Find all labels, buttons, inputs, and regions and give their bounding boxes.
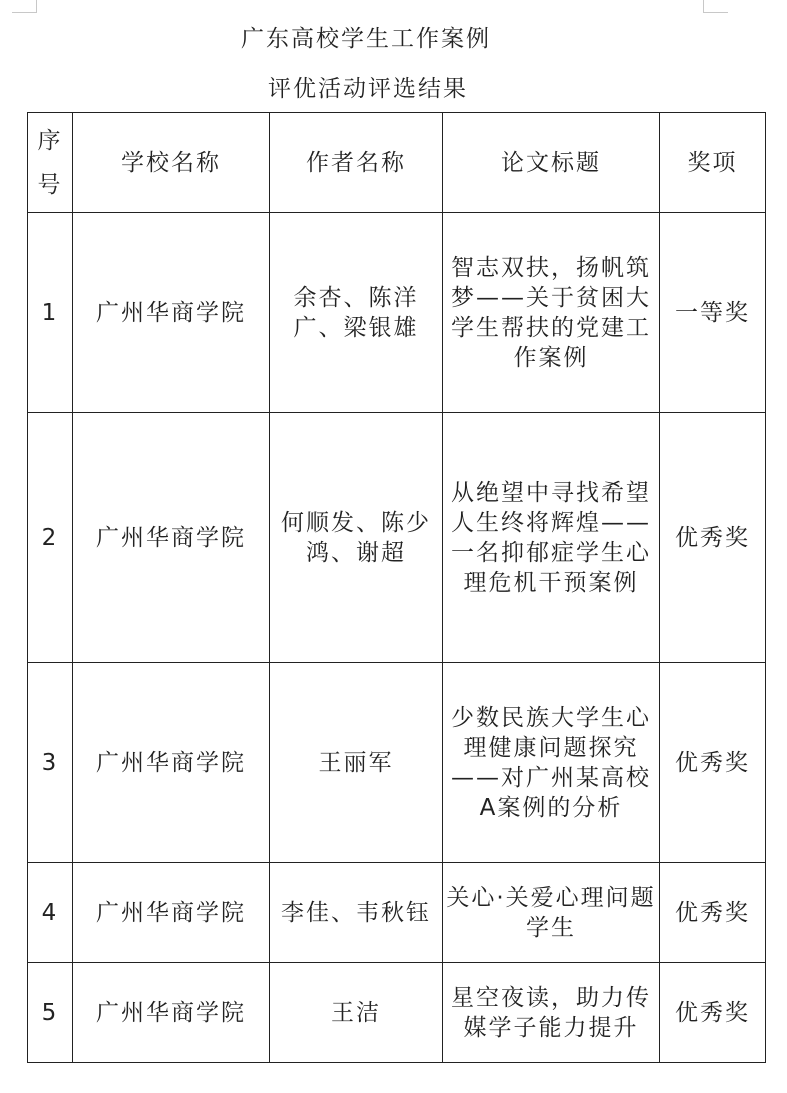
cell-paper-title: 关心·关爱心理问题学生 (443, 863, 660, 963)
table-row (28, 413, 766, 663)
cell-author: 余杏、陈洋广、梁银雄 (270, 213, 443, 413)
table-row (28, 863, 766, 963)
table-row (28, 213, 766, 413)
header-index-part2: 号 (37, 171, 63, 198)
table-header-row (28, 113, 766, 213)
cell-author: 李佳、韦秋钰 (270, 863, 443, 963)
cell-school: 广州华商学院 (73, 213, 270, 413)
cell-author: 何顺发、陈少鸿、谢超 (270, 413, 443, 663)
cell-award: 优秀奖 (660, 663, 766, 863)
cell-award: 一等奖 (660, 213, 766, 413)
cell-paper-title: 从绝望中寻找希望 人生终将辉煌—— 一名抑郁症学生心理危机干预案例 (443, 413, 660, 663)
document-title: 广东高校学生工作案例 (241, 26, 491, 52)
header-index-part1: 序 (37, 127, 63, 154)
header-index (28, 113, 73, 213)
cell-school: 广州华商学院 (73, 663, 270, 863)
cell-school: 广州华商学院 (73, 963, 270, 1063)
cell-school: 广州华商学院 (73, 863, 270, 963)
header-author: 作者名称 (270, 113, 443, 213)
page-corner-mark-right (703, 0, 728, 13)
header-school: 学校名称 (73, 113, 270, 213)
cell-index: 1 (28, 213, 73, 413)
cell-index: 5 (28, 963, 73, 1063)
cell-author: 王丽军 (270, 663, 443, 863)
header-award: 奖项 (660, 113, 766, 213)
cell-index: 3 (28, 663, 73, 863)
table-row (28, 663, 766, 863)
table-row (28, 963, 766, 1063)
document-subtitle: 评优活动评选结果 (268, 76, 468, 102)
cell-paper-title: 智志双扶，扬帆筑梦——关于贫困大学生帮扶的党建工作案例 (443, 213, 660, 413)
cell-paper-title: 少数民族大学生心理健康问题探究 ——对广州某高校A案例的分析 (443, 663, 660, 863)
page-corner-mark-left (12, 0, 37, 13)
cell-school: 广州华商学院 (73, 413, 270, 663)
header-paper-title: 论文标题 (443, 113, 660, 213)
cell-award: 优秀奖 (660, 863, 766, 963)
cell-index: 2 (28, 413, 73, 663)
cell-author: 王洁 (270, 963, 443, 1063)
cell-award: 优秀奖 (660, 413, 766, 663)
cell-award: 优秀奖 (660, 963, 766, 1063)
cell-paper-title: 星空夜读，助力传媒学子能力提升 (443, 963, 660, 1063)
cell-index: 4 (28, 863, 73, 963)
results-table (27, 112, 766, 1063)
